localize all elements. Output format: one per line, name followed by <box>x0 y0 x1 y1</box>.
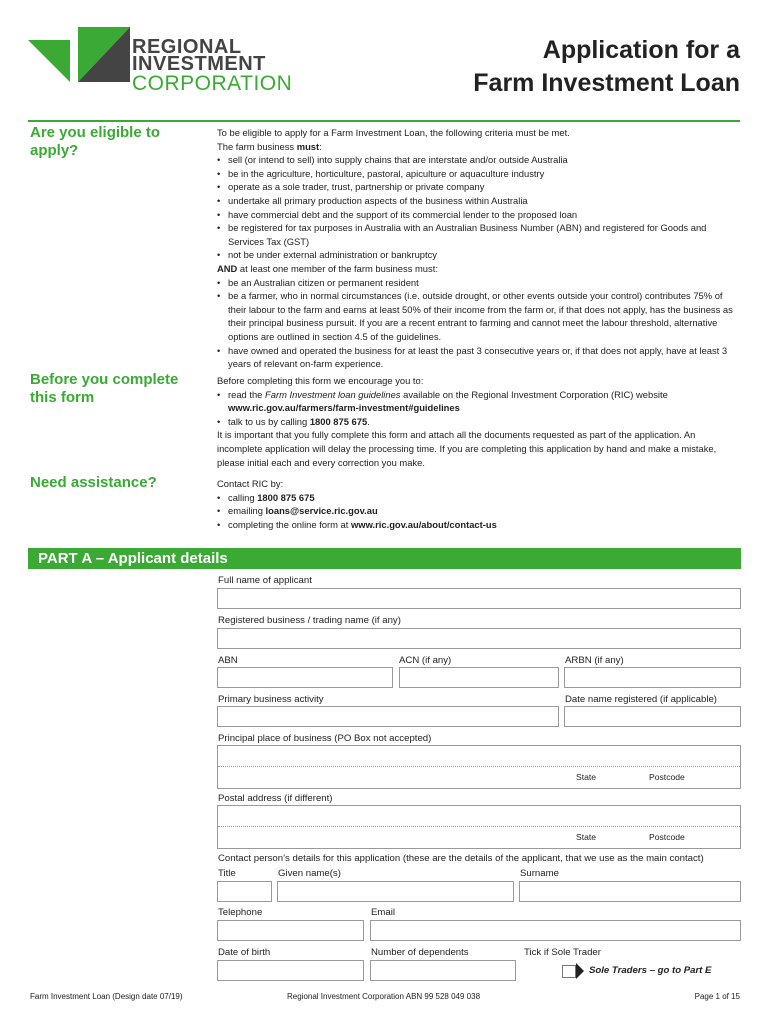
abn-field[interactable] <box>217 667 393 688</box>
dependents-label: Number of dependents <box>371 947 469 958</box>
eligible-intro: To be eligible to apply for a Farm Investment Loan, the following criteria must be met. <box>217 127 570 138</box>
principal-place-divider <box>218 766 740 767</box>
assist-intro: Contact RIC by: <box>217 478 284 489</box>
eligible-item: • be registered for tax purposes in Australia with an Australian Business Number (ABN) and registered for Goods and Services Tax (GST) <box>217 221 742 248</box>
title-line-1: Application for a <box>542 36 740 64</box>
assist-heading: Need assistance? <box>30 474 157 491</box>
before-talk-item <box>217 415 742 429</box>
footer-page-number: Page 1 of 15 <box>694 992 740 1001</box>
date-registered-label: Date name registered (if applicable) <box>565 694 717 705</box>
farm-must: must <box>296 140 320 152</box>
postal-address-label: Postal address (if different) <box>218 793 333 804</box>
primary-activity-label: Primary business activity <box>218 694 324 705</box>
primary-activity-field[interactable] <box>217 706 559 727</box>
guidelines-title: Farm Investment loan guidelines <box>265 388 401 400</box>
telephone-label: Telephone <box>218 907 263 918</box>
before-heading: Before you complete this form <box>30 371 179 406</box>
before-read-item <box>217 388 742 415</box>
logo-line-corporation: CORPORATION <box>132 72 293 95</box>
logo-line-regional: REGIONAL <box>132 36 242 58</box>
telephone-field[interactable] <box>217 920 364 941</box>
call-prefix: calling <box>228 491 258 503</box>
business-name-field[interactable] <box>217 628 741 649</box>
sole-trader-checkbox[interactable] <box>562 965 576 978</box>
arbn-label: ARBN (if any) <box>565 655 624 666</box>
assist-online-item <box>217 518 742 532</box>
document-title <box>473 34 740 100</box>
contact-link[interactable]: www.ric.gov.au/about/contact-us <box>350 518 497 530</box>
member-item: • be an Australian citizen or permanent resident <box>217 276 742 290</box>
footer-center: Regional Investment Corporation ABN 99 528 049 038 <box>287 992 481 1001</box>
principal-place-label: Principal place of business (PO Box not accepted) <box>218 733 432 744</box>
ric-logo-wordmark <box>132 36 293 95</box>
farm-suffix: : <box>319 140 322 152</box>
abn-label: ABN <box>218 655 238 666</box>
surname-field[interactable] <box>519 881 741 902</box>
before-list <box>217 388 742 429</box>
contact-details-label: Contact person’s details for this application (these are the details of the applicant, that we use as the main contact) <box>218 853 704 864</box>
postal-address-field[interactable] <box>217 805 741 849</box>
before-paragraph: It is important that you fully complete this form and attach all the documents requested as part of the application. An incomplete application will delay the processing time. If you are completing this application by hand and make a mistake, please initial each and every correction you make. <box>217 429 717 468</box>
date-registered-field[interactable] <box>564 706 741 727</box>
given-names-field[interactable] <box>277 881 514 902</box>
ric-logo-mark <box>28 27 132 83</box>
assist-section <box>217 477 742 531</box>
postal-postcode-label: Postcode <box>649 832 685 842</box>
surname-label: Surname <box>520 868 559 879</box>
acn-label: ACN (if any) <box>399 655 452 666</box>
eligible-item: • sell (or intend to sell) into supply chains that are interstate and/or outside Australia <box>217 153 742 167</box>
eligible-member-list <box>217 276 742 371</box>
email-label: Email <box>371 907 395 918</box>
eligible-section <box>217 126 742 371</box>
before-intro: Before completing this form we encourage you to: <box>217 375 424 386</box>
and-rest: at least one member of the farm business must: <box>237 262 438 274</box>
dependents-field[interactable] <box>370 960 516 981</box>
read-prefix: read the <box>228 388 266 400</box>
given-names-label: Given name(s) <box>278 868 341 879</box>
full-name-label: Full name of applicant <box>218 575 312 586</box>
eligible-list <box>217 153 742 262</box>
full-name-field[interactable] <box>217 588 741 609</box>
part-a-header: PART A – Applicant details <box>28 548 741 569</box>
talk-prefix: talk to us by calling <box>228 415 310 427</box>
eligible-farm-line <box>217 140 742 154</box>
talk-phone[interactable]: 1800 875 675 <box>309 415 368 427</box>
footer-left: Farm Investment Loan (Design date 07/19) <box>30 992 183 1001</box>
and-bold: AND <box>217 262 238 274</box>
arbn-field[interactable] <box>564 667 741 688</box>
eligible-item: • be in the agriculture, horticulture, pastoral, apiculture or aquaculture industry <box>217 167 742 181</box>
before-section <box>217 374 742 469</box>
member-item: • be a farmer, who in normal circumstances (i.e. outside drought, or other events outside your control) contributes 75% of their labour to the farm and earns at least 50% of their income from the farm or, if that does not apply, has the business as their principal business pursuit. If you are a recent entrant to farming and cannot meet the labour threshold, alternative options are outlined in section 4.5 of the guidelines. <box>217 289 742 343</box>
title-line-2: Farm Investment Loan <box>473 69 740 97</box>
assist-email-item <box>217 504 742 518</box>
eligible-item: • have commercial debt and the support of its commercial lender to the proposed loan <box>217 208 742 222</box>
header-rule <box>28 120 740 122</box>
dob-field[interactable] <box>217 960 364 981</box>
logo-line-investment: INVESTMENT <box>132 53 266 75</box>
call-phone[interactable]: 1800 875 675 <box>257 491 315 503</box>
online-prefix: completing the online form at <box>228 518 351 530</box>
member-item: • have owned and operated the business for at least the past 3 consecutive years or, if that does not apply, have at least 3 years of relevant on-farm experience. <box>217 344 742 371</box>
eligible-item: • not be under external administration or bankruptcy <box>217 248 742 262</box>
eligible-heading: Are you eligible to apply? <box>30 124 161 159</box>
principal-place-field[interactable] <box>217 745 741 789</box>
email-link[interactable]: loans@service.ric.gov.au <box>265 505 378 517</box>
read-suffix: available on the Regional Investment Corporation (RIC) website <box>400 388 668 400</box>
arrow-right-icon <box>576 963 584 979</box>
assist-call-item <box>217 491 742 505</box>
postal-address-divider <box>218 826 740 827</box>
sole-trader-label: Tick if Sole Trader <box>524 947 601 958</box>
title-field[interactable] <box>217 881 272 902</box>
guidelines-link[interactable]: www.ric.gov.au/farmers/farm-investment#guidelines <box>228 402 460 414</box>
email-field[interactable] <box>370 920 741 941</box>
assist-list <box>217 491 742 532</box>
email-prefix: emailing <box>228 505 266 517</box>
title-label: Title <box>218 868 236 879</box>
acn-field[interactable] <box>399 667 559 688</box>
business-name-label: Registered business / trading name (if any) <box>218 615 401 626</box>
principal-state-label: State <box>576 772 597 782</box>
postal-state-label: State <box>576 832 597 842</box>
eligible-item: • undertake all primary production aspects of the business within Australia <box>217 194 742 208</box>
sole-trader-note: Sole Traders – go to Part E <box>589 965 712 976</box>
talk-suffix: . <box>367 415 370 427</box>
eligible-and-line <box>217 262 742 276</box>
ric-logo <box>28 27 293 107</box>
eligible-item: • operate as a sole trader, trust, partnership or private company <box>217 180 742 194</box>
principal-postcode-label: Postcode <box>649 772 685 782</box>
farm-prefix: The farm business <box>217 140 297 152</box>
dob-label: Date of birth <box>218 947 271 958</box>
